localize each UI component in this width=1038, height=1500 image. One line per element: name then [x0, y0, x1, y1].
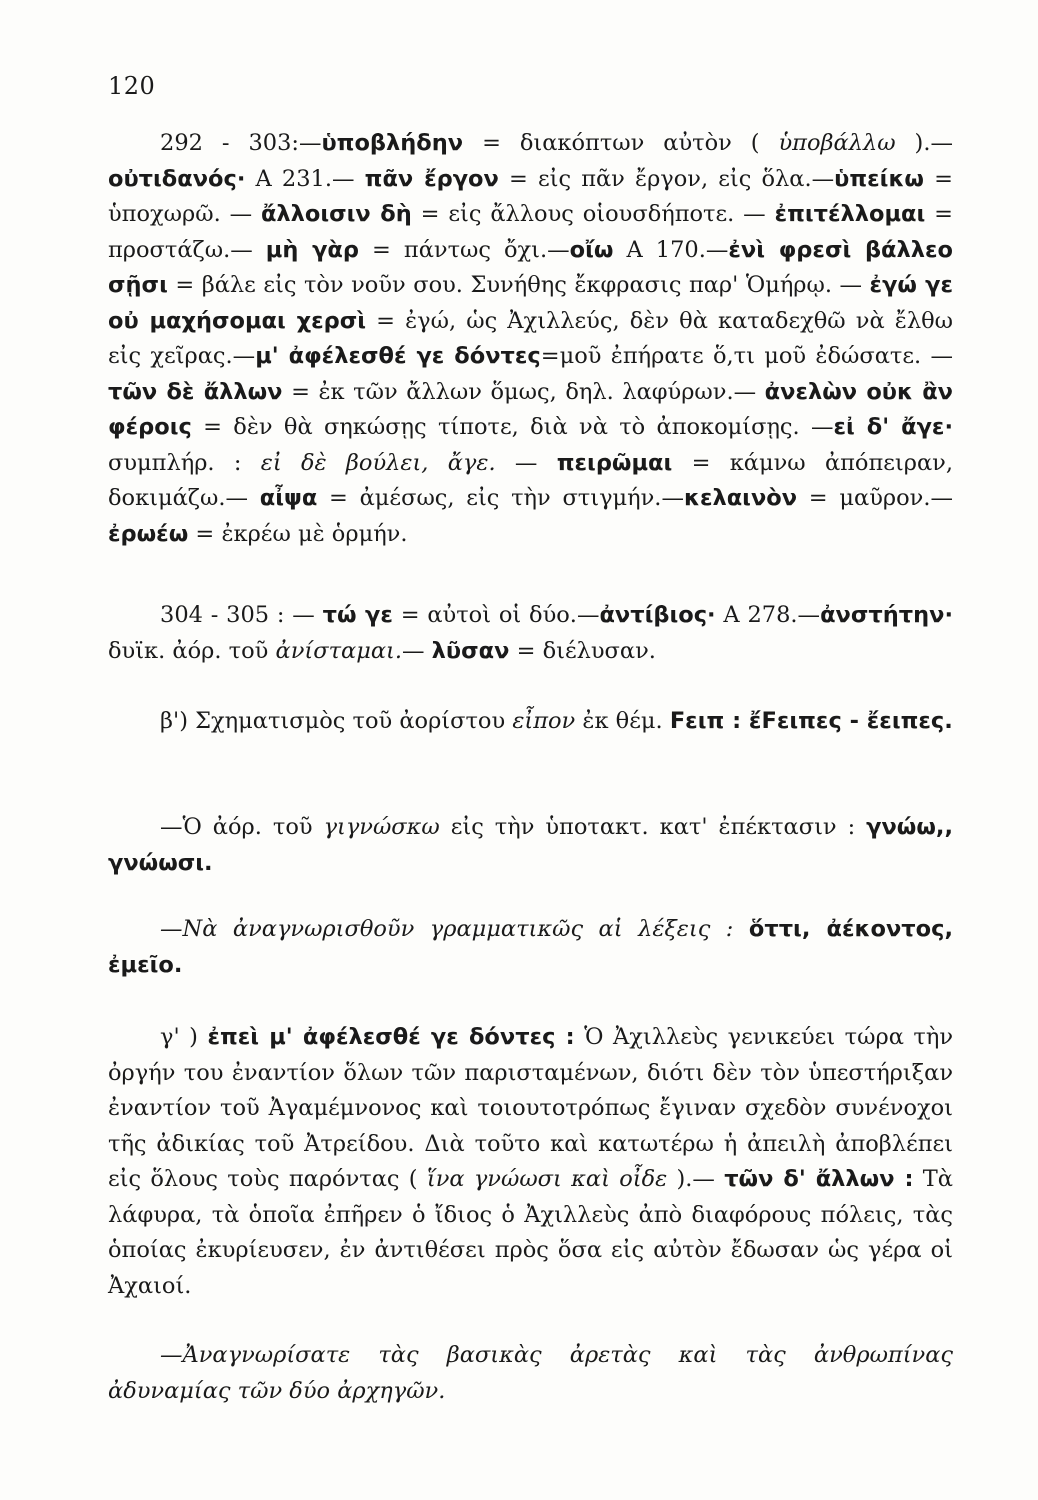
text: = εἰς ἄλλους οἱουσδήποτε. — — [411, 201, 775, 227]
term: ὅττι, ἀέκοντος, ἐμεῖο. — [108, 916, 953, 978]
text: = ἐκ τῶν ἄλλων ὅμως, δηλ. λαφύρων.— — [282, 378, 765, 405]
term: ἐπιτέλλομαι — [774, 201, 926, 227]
text: = ἐγώ, ὡς Ἀχιλλεύς, δὲν θὰ καταδεχθῶ νὰ ἔλθω εἰς χεῖρας.— — [108, 307, 953, 369]
section-c-exercise — [108, 1338, 953, 1409]
term-italic: γιγνώσκω — [323, 814, 440, 840]
term: ἀντίβιος· — [599, 602, 716, 628]
term: εἰ δ' ἄγε· — [833, 414, 953, 440]
text: = ἐκρέω μὲ ὁρμήν. — [188, 520, 408, 547]
term-italic: εἰ δὲ βούλει, ἄγε. — [260, 449, 496, 476]
term: ἐγώ γε οὐ μαχήσομαι χερσὶ — [108, 272, 953, 334]
text: β') Σχηματισμὸς τοῦ ἀορίστου — [160, 708, 513, 734]
term: κελαινὸν — [683, 485, 798, 511]
section-b-exercise — [108, 912, 953, 983]
text: ).— — [667, 1166, 725, 1192]
section-b-aorist — [108, 704, 953, 740]
text: = αὐτοὶ οἱ δύο.— — [392, 602, 600, 628]
text: ).— — [895, 130, 953, 156]
text: Α 278.— — [715, 602, 821, 628]
term: λῦσαν — [431, 637, 510, 664]
term-italic: ὑποβάλλω — [778, 130, 896, 156]
text: = εἰς πᾶν ἔργον, εἰς ὅλα.— — [498, 165, 835, 192]
text: συμπλήρ. : — [108, 449, 261, 476]
section-b-gignosko — [108, 810, 953, 881]
term: ἀνελὼν οὐκ ἂν φέροις — [108, 378, 953, 440]
term: αἶψα — [259, 485, 318, 511]
text: εἰς τὴν ὑποτακτ. κατ' ἐπέκτασιν : — [439, 814, 867, 840]
term: μὴ γὰρ — [265, 236, 359, 263]
term: πᾶν ἔργον — [364, 165, 499, 192]
text: —Ὁ ἀόρ. τοῦ — [160, 814, 324, 840]
text: — — [402, 637, 432, 664]
term: Fειπ : ἔFειπες - ἔειπες. — [669, 708, 953, 734]
term: οὐτιδανός· — [108, 165, 246, 192]
term: ἐπεὶ μ' ἀφέλεσθέ γε δόντες : — [207, 1024, 575, 1050]
term: τώ γε — [322, 602, 393, 628]
commentary-304-305 — [108, 598, 953, 669]
exercise-prompt: —Ἀναγνωρίσατε τὰς βασικὰς ἀρετὰς καὶ τὰς ἀνθρωπίνας ἀδυναμίας τῶν δύο ἀρχηγῶν. — [108, 1342, 953, 1404]
section-c-commentary — [108, 1020, 953, 1304]
term: τῶν δ' ἄλλων : — [724, 1166, 914, 1192]
term: ἄλλοισιν δὴ — [260, 201, 412, 227]
text: = ὑποχωρῶ. — — [108, 165, 953, 227]
term: ὑπείκω — [834, 165, 924, 192]
term: πειρῶμαι — [556, 449, 673, 476]
term: ἐνὶ φρεσὶ βάλλεο σῇσι — [108, 236, 953, 298]
term-italic: ἵνα γνώωσι καὶ οἶδε — [426, 1166, 668, 1192]
text: = πάντως ὄχι.— — [358, 236, 570, 263]
text: = διακόπτων αὐτὸν ( — [463, 130, 779, 156]
term: τῶν δὲ ἄλλων — [108, 378, 283, 405]
page-number: 120 — [108, 72, 156, 100]
text: = κάμνω ἀπόπειραν, δοκιμάζω.— — [108, 449, 953, 511]
text: = ἀμέσως, εἰς τὴν στιγμήν.— — [317, 485, 684, 511]
term: γνώω,, γνώωσι. — [108, 814, 953, 876]
term-italic: ἀνίσταμαι. — [275, 637, 403, 664]
text: 292 - 303:— — [160, 130, 322, 156]
term-italic: εἶπον — [512, 708, 576, 734]
term: ἀνστήτην· — [820, 602, 953, 628]
term: μ' ἀφέλεσθέ γε δόντες — [255, 343, 541, 369]
term: ὑποβλήδην — [321, 130, 464, 156]
text: Α 231.— — [245, 165, 365, 192]
text: =μοῦ ἐπήρατε ὅ,τι μοῦ ἐδώσατε. — — [540, 343, 953, 369]
text: = βάλε εἰς τὸν νοῦν σου. Συνήθης ἔκφρασις παρ' Ὁμήρῳ. — — [167, 272, 870, 298]
text: = δὲν θὰ σηκώσῃς τίποτε, διὰ νὰ τὸ ἀποκομίσῃς. — — [191, 414, 834, 440]
text: Ὁ Ἀχιλλεὺς γενικεύει τώρα τὴν ὀργήν του ἐναντίον ὅλων τῶν παρισταμένων, διότι δὲν τὸν ὑπεστήριξαν ἐναντίον τοῦ Ἀγαμέμνονος καὶ τοιουτοτρόπως ἔγιναν σχεδὸν συνένοχοι τῆς ἀδικίας τοῦ Ἀτρείδου. Διὰ τοῦτο καὶ κατωτέρω ἡ ἀπειλὴ ἀποβλέπει εἰς ὅλους τοὺς παρόντας ( — [108, 1024, 954, 1192]
exercise-prompt: —Νὰ ἀναγνωρισθοῦν γραμματικῶς αἱ λέξεις : — [160, 916, 734, 942]
text: 304 - 305 : — — [160, 602, 323, 628]
text: = προστάζω.— — [108, 201, 953, 263]
text: Α 170.— — [613, 236, 729, 263]
text: = διέλυσαν. — [509, 637, 656, 664]
text: ἐκ θέμ. — [575, 708, 670, 734]
text: — — [495, 449, 557, 476]
text: γ' ) — [160, 1024, 208, 1050]
term: οἴω — [569, 236, 614, 263]
commentary-292-303 — [108, 126, 953, 552]
text: = μαῦρον.— — [797, 485, 953, 511]
text — [733, 916, 749, 942]
text: δυϊκ. ἀόρ. τοῦ — [108, 637, 276, 664]
text: Τὰ λάφυρα, τὰ ὁποῖα ἐπῆρεν ὁ ἴδιος ὁ Ἀχιλλεὺς ἀπὸ διαφόρους πόλεις, τὰς ὁποίας ἐκυρίευσεν, ἐν ἀντιθέσει πρὸς ὅσα εἰς αὐτὸν ἔδωσαν ὡς γέρα οἱ Ἀχαιοί. — [108, 1166, 954, 1299]
term: ἐρωέω — [108, 520, 189, 547]
